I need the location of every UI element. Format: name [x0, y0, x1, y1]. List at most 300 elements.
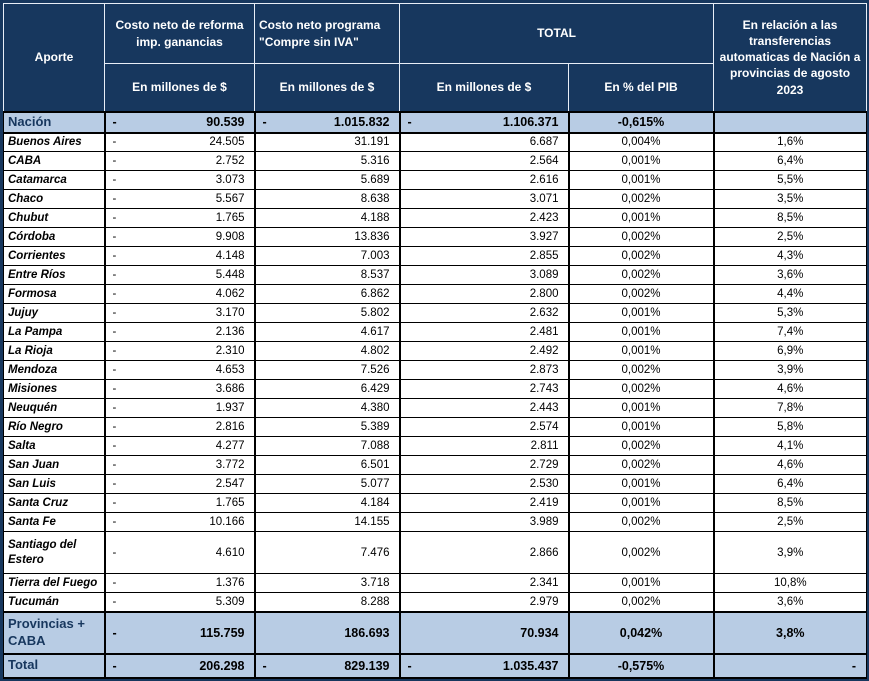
cell-value: 2.530: [529, 478, 559, 490]
cell-ganancias: [105, 532, 255, 574]
cell-ganancias: [105, 190, 255, 209]
cell-value: 1.765: [215, 212, 245, 224]
cell-ganancias: [105, 247, 255, 266]
cell-total-millones: [400, 612, 569, 654]
cell-pib-percent: 0,001%: [569, 209, 714, 228]
cell-value: 4.610: [215, 546, 245, 559]
table-row: [4, 532, 867, 574]
cell-pib-percent: 0,002%: [569, 285, 714, 304]
row-label: San Juan: [4, 456, 105, 475]
cell-compre-sin-iva: [255, 654, 400, 678]
cell-value: 115.759: [200, 625, 245, 640]
table-row: [4, 228, 867, 247]
table-row: [4, 513, 867, 532]
cell-ganancias: [105, 475, 255, 494]
cell-ganancias: [105, 152, 255, 171]
cell-value: 1.015.832: [333, 115, 390, 129]
cell-value: 4.188: [360, 212, 390, 224]
cell-pib-percent: 0,002%: [569, 266, 714, 285]
cell-value: 4.184: [360, 497, 390, 509]
negative-dash: -: [112, 193, 117, 205]
table-row: [4, 171, 867, 190]
cell-relacion-percent: 2,5%: [714, 513, 867, 532]
cell-value: 2.443: [529, 402, 559, 414]
table-row: [4, 152, 867, 171]
table-row: [4, 418, 867, 437]
row-label: Misiones: [4, 380, 105, 399]
cell-compre-sin-iva: [255, 612, 400, 654]
header-ganancias: Costo neto de reforma imp. ganancias: [105, 4, 255, 64]
cell-relacion-percent: [714, 112, 867, 133]
cell-value: 829.139: [344, 658, 390, 673]
cell-pib-percent: 0,002%: [569, 437, 714, 456]
cell-value: 8.638: [360, 193, 390, 205]
cell-value: 5.448: [215, 269, 245, 281]
cell-total-millones: [400, 342, 569, 361]
cell-pib-percent: 0,004%: [569, 133, 714, 152]
cell-value: 1.765: [215, 497, 245, 509]
table-row: [4, 323, 867, 342]
row-label: Chubut: [4, 209, 105, 228]
cell-value: 2.866: [529, 546, 559, 559]
negative-dash: -: [262, 658, 267, 673]
cell-value: 2.616: [529, 174, 559, 186]
cell-total-millones: [400, 513, 569, 532]
cell-relacion-percent: 3,6%: [714, 593, 867, 612]
cell-value: 6.501: [360, 459, 390, 471]
cell-pib-percent: 0,002%: [569, 380, 714, 399]
cell-relacion-percent: 4,3%: [714, 247, 867, 266]
cell-relacion-percent: 7,8%: [714, 399, 867, 418]
negative-dash: -: [112, 326, 117, 338]
cell-compre-sin-iva: [255, 228, 400, 247]
cell-value: 4.802: [360, 345, 390, 357]
cell-compre-sin-iva: [255, 171, 400, 190]
negative-dash: -: [262, 115, 267, 129]
row-label: Tierra del Fuego: [4, 574, 105, 593]
cell-compre-sin-iva: [255, 112, 400, 133]
negative-dash: -: [407, 658, 412, 673]
negative-dash: -: [112, 497, 117, 509]
row-label: San Luis: [4, 475, 105, 494]
negative-dash: -: [112, 658, 117, 673]
cell-ganancias: [105, 418, 255, 437]
cell-total-millones: [400, 437, 569, 456]
table-row: [4, 380, 867, 399]
table-row: [4, 361, 867, 380]
cell-relacion-percent: 8,5%: [714, 209, 867, 228]
cell-compre-sin-iva: [255, 247, 400, 266]
cell-compre-sin-iva: [255, 532, 400, 574]
cell-pib-percent: 0,001%: [569, 399, 714, 418]
table-row: [4, 612, 867, 654]
negative-dash: -: [112, 155, 117, 167]
cell-ganancias: [105, 304, 255, 323]
cell-value: 6.429: [360, 383, 390, 395]
cell-ganancias: [105, 285, 255, 304]
cell-value: 2.752: [215, 155, 245, 167]
cell-relacion-percent: 5,5%: [714, 171, 867, 190]
cell-total-millones: [400, 475, 569, 494]
cell-value: 9.908: [215, 231, 245, 243]
negative-dash: -: [112, 625, 117, 640]
cell-value: 3.071: [529, 193, 559, 205]
cell-value: 3.073: [215, 174, 245, 186]
cell-relacion-percent: 3,8%: [714, 612, 867, 654]
table-header: [4, 4, 867, 112]
cell-value: 7.526: [360, 364, 390, 376]
cell-value: 1.035.437: [502, 658, 559, 673]
cell-value: 2.729: [529, 459, 559, 471]
table-row: [4, 285, 867, 304]
cell-compre-sin-iva: [255, 266, 400, 285]
cell-value: 2.873: [529, 364, 559, 376]
cell-pib-percent: 0,002%: [569, 593, 714, 612]
cell-relacion-percent: 5,3%: [714, 304, 867, 323]
row-label: Río Negro: [4, 418, 105, 437]
cell-relacion-percent: 7,4%: [714, 323, 867, 342]
cell-value: 3.170: [215, 307, 245, 319]
negative-dash: -: [112, 115, 117, 129]
negative-dash: -: [112, 136, 117, 149]
subheader-millones-ganancias: En millones de $: [105, 64, 255, 112]
cell-value: 5.689: [360, 174, 390, 186]
cell-value: 5.802: [360, 307, 390, 319]
cell-pib-percent: 0,002%: [569, 190, 714, 209]
subheader-millones-total: En millones de $: [400, 64, 569, 112]
cell-relacion-percent: 4,6%: [714, 456, 867, 475]
cell-value: 6.862: [360, 288, 390, 300]
cell-compre-sin-iva: [255, 133, 400, 152]
cell-compre-sin-iva: [255, 456, 400, 475]
row-label: Catamarca: [4, 171, 105, 190]
cell-total-millones: [400, 456, 569, 475]
cell-value: 7.003: [360, 250, 390, 262]
cell-value: 3.089: [529, 269, 559, 281]
cell-value: 10.166: [209, 516, 245, 528]
cell-value: 206.298: [199, 658, 245, 673]
cell-value: 186.693: [344, 625, 390, 640]
cell-total-millones: [400, 361, 569, 380]
cell-pib-percent: 0,001%: [569, 574, 714, 593]
cell-pib-percent: 0,001%: [569, 418, 714, 437]
row-label: Jujuy: [4, 304, 105, 323]
cell-value: 2.481: [529, 326, 559, 338]
cell-value: 2.310: [215, 345, 245, 357]
row-label: Buenos Aires: [4, 133, 105, 152]
row-label: Mendoza: [4, 361, 105, 380]
cell-compre-sin-iva: [255, 323, 400, 342]
cell-total-millones: [400, 171, 569, 190]
row-label: Córdoba: [4, 228, 105, 247]
cell-ganancias: [105, 323, 255, 342]
subheader-millones-iva: En millones de $: [255, 64, 400, 112]
cell-value: 8.537: [360, 269, 390, 281]
cell-value: 90.539: [206, 115, 245, 129]
cell-total-millones: [400, 654, 569, 678]
cell-value: 4.148: [215, 250, 245, 262]
cell-total-millones: [400, 380, 569, 399]
cell-value: 2.979: [529, 595, 559, 608]
cell-value: 3.686: [215, 383, 245, 395]
row-label: Provincias + CABA: [4, 612, 105, 654]
table-row: [4, 399, 867, 418]
cell-ganancias: [105, 612, 255, 654]
cell-ganancias: [105, 654, 255, 678]
cell-compre-sin-iva: [255, 494, 400, 513]
cell-value: 2.743: [529, 383, 559, 395]
cell-value: 13.836: [354, 231, 390, 243]
cell-pib-percent: -0,615%: [569, 112, 714, 133]
cell-ganancias: [105, 228, 255, 247]
header-total: TOTAL: [400, 4, 714, 64]
cell-value: 3.772: [215, 459, 245, 471]
table-row: [4, 593, 867, 612]
negative-dash: -: [407, 115, 412, 129]
negative-dash: -: [112, 459, 117, 471]
cell-total-millones: [400, 112, 569, 133]
cell-pib-percent: 0,001%: [569, 152, 714, 171]
cell-value: 5.567: [215, 193, 245, 205]
cell-relacion-percent: 1,6%: [714, 133, 867, 152]
cell-value: 2.632: [529, 307, 559, 319]
row-label: Corrientes: [4, 247, 105, 266]
cell-relacion-percent: 4,6%: [714, 380, 867, 399]
table-row: [4, 133, 867, 152]
cell-relacion-percent: 6,9%: [714, 342, 867, 361]
cell-relacion-percent: -: [714, 654, 867, 678]
cell-pib-percent: 0,002%: [569, 228, 714, 247]
negative-dash: -: [112, 231, 117, 243]
negative-dash: -: [112, 269, 117, 281]
row-label: La Pampa: [4, 323, 105, 342]
cell-value: 4.062: [215, 288, 245, 300]
cell-value: 1.937: [215, 402, 245, 414]
negative-dash: -: [112, 516, 117, 528]
cell-value: 2.419: [529, 497, 559, 509]
cell-total-millones: [400, 228, 569, 247]
cell-total-millones: [400, 399, 569, 418]
negative-dash: -: [112, 307, 117, 319]
cell-pib-percent: 0,001%: [569, 342, 714, 361]
cell-pib-percent: 0,001%: [569, 494, 714, 513]
negative-dash: -: [112, 595, 117, 608]
cell-ganancias: [105, 209, 255, 228]
table-row: [4, 247, 867, 266]
cell-value: 3.718: [360, 577, 390, 589]
cell-pib-percent: 0,001%: [569, 304, 714, 323]
cell-value: 70.934: [520, 625, 559, 640]
cell-compre-sin-iva: [255, 418, 400, 437]
cell-pib-percent: 0,002%: [569, 361, 714, 380]
row-label: Santa Fe: [4, 513, 105, 532]
cell-ganancias: [105, 494, 255, 513]
negative-dash: -: [112, 478, 117, 490]
row-label: Salta: [4, 437, 105, 456]
table-row: [4, 574, 867, 593]
cell-pib-percent: 0,001%: [569, 323, 714, 342]
negative-dash: -: [112, 288, 117, 300]
cell-value: 5.316: [360, 155, 390, 167]
negative-dash: -: [112, 364, 117, 376]
cell-value: 4.617: [360, 326, 390, 338]
negative-dash: -: [112, 383, 117, 395]
cell-total-millones: [400, 285, 569, 304]
row-label: Entre Ríos: [4, 266, 105, 285]
negative-dash: -: [112, 440, 117, 452]
cell-value: 2.341: [529, 577, 559, 589]
cell-value: 3.927: [529, 231, 559, 243]
cell-compre-sin-iva: [255, 475, 400, 494]
cell-value: 2.423: [529, 212, 559, 224]
cell-ganancias: [105, 380, 255, 399]
cell-compre-sin-iva: [255, 361, 400, 380]
cell-total-millones: [400, 209, 569, 228]
row-label: La Rioja: [4, 342, 105, 361]
cell-compre-sin-iva: [255, 437, 400, 456]
row-label: Chaco: [4, 190, 105, 209]
negative-dash: -: [112, 546, 117, 559]
cell-relacion-percent: 2,5%: [714, 228, 867, 247]
cell-total-millones: [400, 152, 569, 171]
cell-value: 2.564: [529, 155, 559, 167]
header-aporte: Aporte: [4, 4, 105, 112]
table-row: [4, 437, 867, 456]
cell-pib-percent: 0,002%: [569, 532, 714, 574]
cell-total-millones: [400, 266, 569, 285]
cell-value: 2.574: [529, 421, 559, 433]
cell-relacion-percent: 10,8%: [714, 574, 867, 593]
cell-ganancias: [105, 266, 255, 285]
cell-value: 2.855: [529, 250, 559, 262]
cell-ganancias: [105, 574, 255, 593]
cell-value: 4.277: [215, 440, 245, 452]
cell-value: 7.088: [360, 440, 390, 452]
row-label: Neuquén: [4, 399, 105, 418]
cell-compre-sin-iva: [255, 513, 400, 532]
row-label: Formosa: [4, 285, 105, 304]
cell-relacion-percent: 3,6%: [714, 266, 867, 285]
table-body: [4, 112, 867, 678]
negative-dash: -: [112, 250, 117, 262]
cell-value: 6.687: [529, 136, 559, 149]
negative-dash: -: [112, 345, 117, 357]
cell-ganancias: [105, 342, 255, 361]
cell-total-millones: [400, 133, 569, 152]
cell-pib-percent: 0,002%: [569, 513, 714, 532]
cell-ganancias: [105, 133, 255, 152]
cell-value: 3.989: [529, 516, 559, 528]
negative-dash: -: [112, 402, 117, 414]
cell-ganancias: [105, 112, 255, 133]
cell-total-millones: [400, 494, 569, 513]
cell-value: 2.811: [530, 440, 559, 452]
cell-total-millones: [400, 418, 569, 437]
table-row: [4, 266, 867, 285]
cell-value: 2.816: [215, 421, 245, 433]
subheader-pib: En % del PIB: [569, 64, 714, 112]
negative-dash: -: [112, 174, 117, 186]
cell-ganancias: [105, 593, 255, 612]
cell-value: 1.106.371: [502, 115, 559, 129]
cell-pib-percent: -0,575%: [569, 654, 714, 678]
cell-value: 4.380: [360, 402, 390, 414]
cell-ganancias: [105, 361, 255, 380]
cell-relacion-percent: 3,9%: [714, 361, 867, 380]
cell-value: 5.389: [360, 421, 390, 433]
cell-value: 2.800: [529, 288, 559, 300]
cell-compre-sin-iva: [255, 285, 400, 304]
cell-value: 14.155: [354, 516, 390, 528]
cell-ganancias: [105, 399, 255, 418]
table-row: [4, 494, 867, 513]
cell-pib-percent: 0,001%: [569, 475, 714, 494]
cell-compre-sin-iva: [255, 342, 400, 361]
cell-relacion-percent: 4,4%: [714, 285, 867, 304]
row-label: Nación: [4, 112, 105, 133]
row-label: Santiago del Estero: [4, 532, 105, 574]
cell-value: 24.505: [209, 136, 245, 149]
cell-relacion-percent: 6,4%: [714, 475, 867, 494]
cell-compre-sin-iva: [255, 152, 400, 171]
cell-value: 2.136: [215, 326, 245, 338]
cell-value: 2.547: [215, 478, 245, 490]
cell-ganancias: [105, 437, 255, 456]
cell-relacion-percent: 4,1%: [714, 437, 867, 456]
cell-value: 1.376: [215, 577, 245, 589]
cell-total-millones: [400, 323, 569, 342]
table-row: [4, 456, 867, 475]
cell-relacion-percent: 3,5%: [714, 190, 867, 209]
cell-value: 5.309: [215, 595, 245, 608]
table-row: [4, 112, 867, 133]
table-row: [4, 304, 867, 323]
negative-dash: -: [112, 212, 117, 224]
cell-total-millones: [400, 574, 569, 593]
cell-relacion-percent: 8,5%: [714, 494, 867, 513]
table-row: [4, 475, 867, 494]
cell-pib-percent: 0,042%: [569, 612, 714, 654]
negative-dash: -: [112, 577, 117, 589]
cell-total-millones: [400, 304, 569, 323]
cell-total-millones: [400, 190, 569, 209]
cell-compre-sin-iva: [255, 209, 400, 228]
cell-pib-percent: 0,002%: [569, 247, 714, 266]
cell-ganancias: [105, 513, 255, 532]
negative-dash: -: [112, 421, 117, 433]
cell-total-millones: [400, 247, 569, 266]
cell-compre-sin-iva: [255, 304, 400, 323]
cell-value: 4.653: [215, 364, 245, 376]
row-label: CABA: [4, 152, 105, 171]
cell-compre-sin-iva: [255, 190, 400, 209]
table-row: [4, 342, 867, 361]
cell-ganancias: [105, 171, 255, 190]
cell-compre-sin-iva: [255, 593, 400, 612]
row-label: Total: [4, 654, 105, 678]
cell-relacion-percent: 6,4%: [714, 152, 867, 171]
cell-ganancias: [105, 456, 255, 475]
row-label: Santa Cruz: [4, 494, 105, 513]
cell-value: 8.288: [360, 595, 390, 608]
fiscal-table: [3, 3, 867, 679]
header-compre-sin-iva: Costo neto programa "Compre sin IVA": [255, 4, 400, 64]
cell-relacion-percent: 3,9%: [714, 532, 867, 574]
cell-value: 2.492: [529, 345, 559, 357]
cell-relacion-percent: 5,8%: [714, 418, 867, 437]
cell-value: 5.077: [360, 478, 390, 490]
cell-value: 31.191: [354, 136, 390, 149]
